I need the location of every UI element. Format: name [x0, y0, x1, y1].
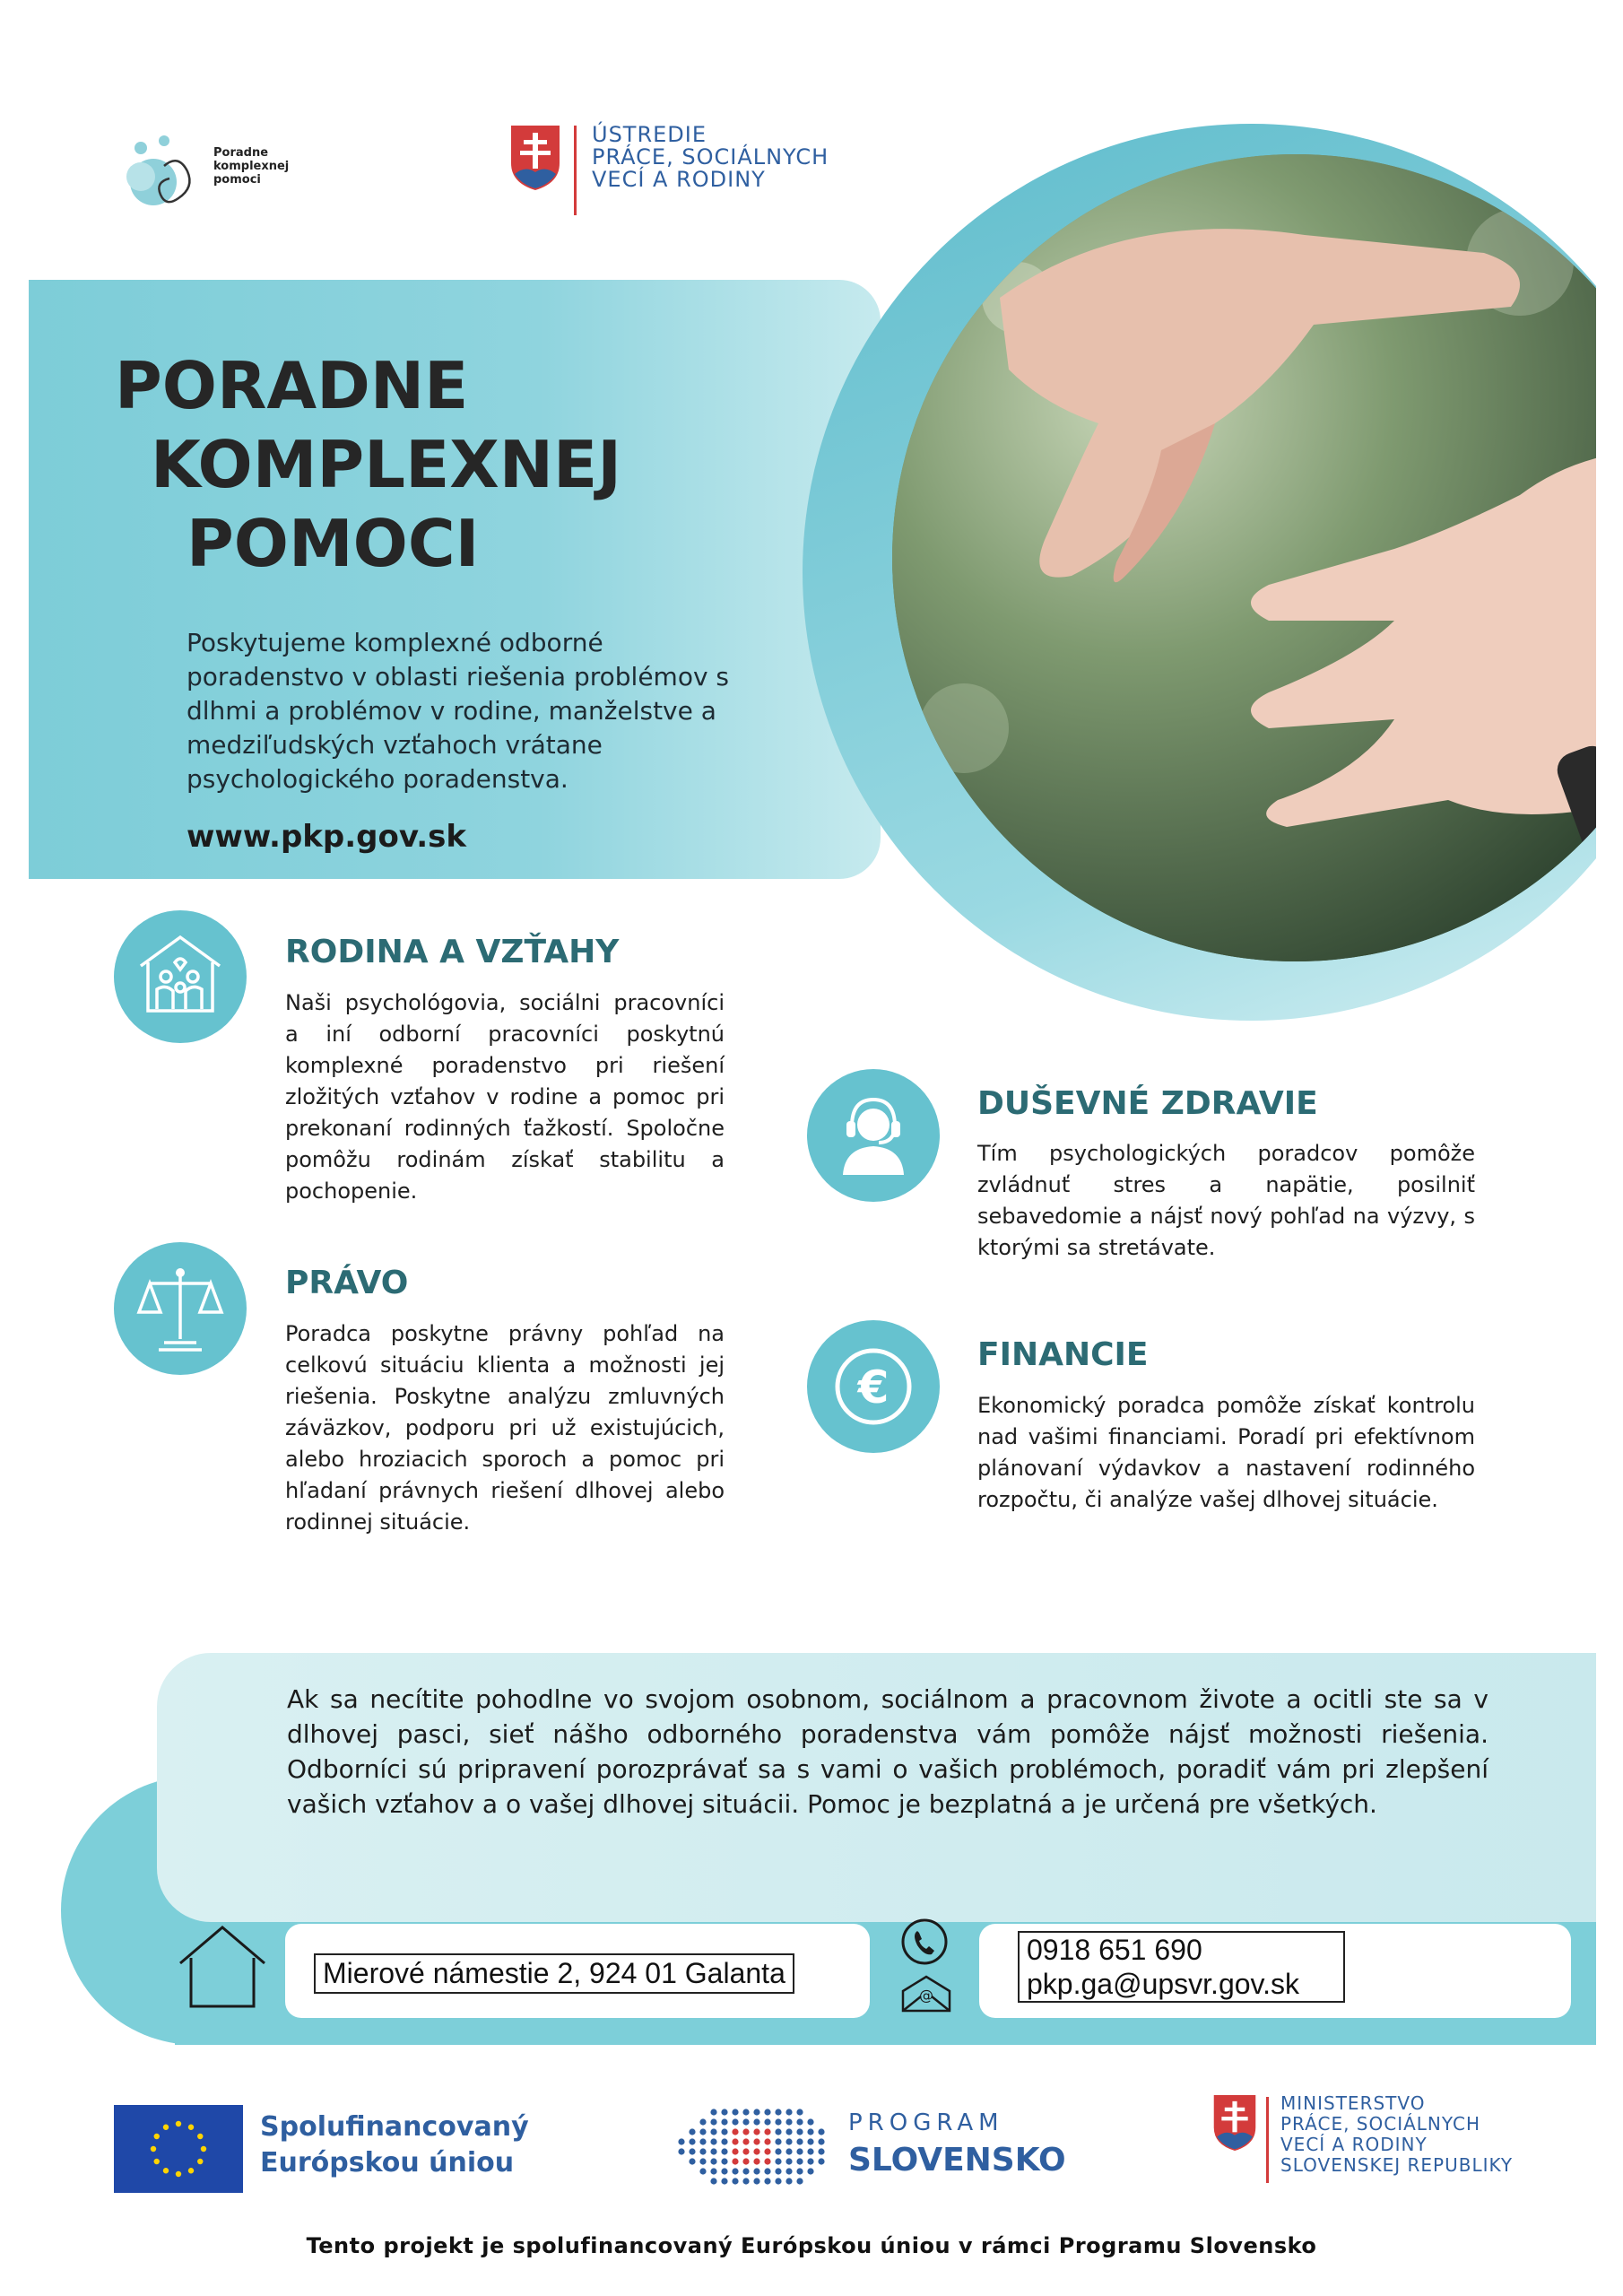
program-dot-icon [689, 2138, 695, 2144]
eu-star-icon [197, 2134, 203, 2139]
program-dot-icon [807, 2118, 813, 2125]
euro-coin-icon [807, 1320, 940, 1453]
program-dot-icon [721, 2168, 727, 2174]
slovak-coat-of-arms-icon [1212, 2093, 1257, 2152]
program-dot-icon [796, 2158, 803, 2164]
program-dot-icon [775, 2178, 781, 2184]
headset-person-icon [807, 1069, 940, 1202]
service-text: Naši psychológovia, sociálni pracovníci a iní odborní pracovníci poskytnú komplexné poradenstvo pri riešení zložitých vzťahov v rodine a pomoc pri prekonaní rodinných ťažkostí. Spoločne pomôžu rodinám získať stabilitu a pochopenie. [285, 990, 725, 1204]
ministry-name-line: SLOVENSKEJ REPUBLIKY [1280, 2154, 1514, 2176]
program-dot-icon [764, 2178, 770, 2184]
program-dot-icon [732, 2178, 738, 2184]
program-dot-icon [785, 2138, 792, 2144]
program-dot-icon [753, 2158, 759, 2164]
program-dot-icon [764, 2109, 770, 2115]
eu-star-icon [163, 2168, 169, 2173]
program-dot-icon [710, 2148, 716, 2154]
program-dot-icon [753, 2109, 759, 2115]
program-dot-icon [710, 2118, 716, 2125]
program-dot-icon [775, 2158, 781, 2164]
program-dot-icon [796, 2148, 803, 2154]
program-dot-icon [807, 2148, 813, 2154]
program-dot-icon [785, 2158, 792, 2164]
program-dot-icon [785, 2148, 792, 2154]
program-dot-icon [721, 2178, 727, 2184]
program-dot-icon [721, 2109, 727, 2115]
program-dot-icon [764, 2148, 770, 2154]
program-dot-icon [775, 2138, 781, 2144]
logo-divider [574, 126, 577, 215]
eu-text-line: Európskou úniou [260, 2147, 515, 2179]
program-dot-icon [753, 2148, 759, 2154]
service-title: RODINA A VZŤAHY [285, 934, 620, 970]
eu-star-icon [188, 2168, 194, 2173]
program-dot-icon [753, 2138, 759, 2144]
agency-name-line: ÚSTREDIE [592, 122, 707, 147]
program-dot-icon [796, 2168, 803, 2174]
ministry-name-line: MINISTERSTVO [1280, 2092, 1426, 2114]
program-dot-icon [689, 2128, 695, 2135]
address-text: Mierové námestie 2, 924 01 Galanta [314, 1953, 794, 1994]
program-dot-icon [818, 2128, 824, 2135]
phone-number[interactable]: 0918 651 690 [1027, 1934, 1202, 1966]
program-dot-icon [796, 2109, 803, 2115]
eu-star-icon [154, 2159, 160, 2164]
service-title: DUŠEVNÉ ZDRAVIE [977, 1085, 1318, 1122]
footer-note: Tento projekt je spolufinancovaný Európskou úniou v rámci Programu Slovensko [306, 2233, 1317, 2258]
service-title: PRÁVO [285, 1265, 409, 1301]
pkp-logo-line: komplexnej [213, 160, 290, 173]
callout-text: Ak sa necítite pohodlne vo svojom osobnom, sociálnom a pracovnom živote a ocitli ste sa v dlhovej pasci, sieť nášho odborného poradenstva vám pomôže nájsť možnosti riešenia. Odborníci sú pripravení porozprávať sa s vami o vašich problémoch, poradiť vám pri zlepšení vašich vzťahov a o vašej dlhovej situácii. Pomoc je bezplatná a je určená pre všetkých. [287, 1684, 1488, 1819]
program-dot-icon [785, 2128, 792, 2135]
program-dot-icon [753, 2178, 759, 2184]
program-dot-icon [742, 2109, 749, 2115]
program-dot-icon [775, 2168, 781, 2174]
program-dot-icon [796, 2178, 803, 2184]
program-dot-icon [678, 2148, 684, 2154]
program-dot-icon [818, 2158, 824, 2164]
title-line: PORADNE [115, 348, 469, 423]
pkp-logo-line: pomoci [213, 173, 261, 187]
eu-star-icon [163, 2125, 169, 2130]
ministry-name [1280, 2093, 1567, 2176]
program-dot-icon [710, 2138, 716, 2144]
program-dot-icon [775, 2148, 781, 2154]
program-dot-icon [785, 2178, 792, 2184]
program-dot-icon [699, 2138, 706, 2144]
program-dot-icon [699, 2148, 706, 2154]
scales-icon [114, 1242, 247, 1375]
program-dot-icon [742, 2158, 749, 2164]
eu-star-icon [154, 2134, 160, 2139]
program-label: PROGRAM [848, 2109, 1004, 2136]
program-dot-icon [775, 2128, 781, 2135]
program-dot-icon [689, 2148, 695, 2154]
program-dot-icon [732, 2109, 738, 2115]
program-dot-icon [807, 2138, 813, 2144]
program-dot-icon [721, 2148, 727, 2154]
program-dot-icon [710, 2158, 716, 2164]
service-text: Poradca poskytne právny pohľad na celkovú situáciu klienta a možnosti jej riešenia. Poskytne analýzu zmluvných záväzkov, podporu pri už existujúcich, alebo hroziacich sporoch a pomoc pri hľadaní právnych riešení dlhovej alebo rodinnej situácie. [285, 1321, 725, 1535]
program-dot-icon [775, 2109, 781, 2115]
program-dot-icon [764, 2168, 770, 2174]
eu-star-icon [197, 2159, 203, 2164]
program-dot-icon [710, 2168, 716, 2174]
logo-divider [1266, 2097, 1269, 2183]
program-slovensko-logo-icon [671, 2103, 832, 2193]
program-dot-icon [699, 2118, 706, 2125]
program-dot-icon [742, 2118, 749, 2125]
program-dot-icon [764, 2138, 770, 2144]
pkp-logo-line: Poradne [213, 146, 269, 160]
program-dot-icon [775, 2118, 781, 2125]
program-dot-icon [732, 2168, 738, 2174]
program-dot-icon [818, 2138, 824, 2144]
program-dot-icon [764, 2128, 770, 2135]
program-dot-icon [818, 2148, 824, 2154]
program-dot-icon [742, 2178, 749, 2184]
pkp-logo-text [213, 146, 289, 187]
eu-star-icon [188, 2125, 194, 2130]
program-dot-icon [721, 2118, 727, 2125]
program-dot-icon [807, 2158, 813, 2164]
svg-text:€: € [857, 1361, 890, 1413]
family-house-icon [114, 910, 247, 1043]
ministry-name-line: VECÍ A RODINY [1280, 2134, 1428, 2155]
page-margin [1596, 0, 1623, 2296]
program-dot-icon [796, 2118, 803, 2125]
program-dot-icon [753, 2168, 759, 2174]
program-dot-icon [689, 2158, 695, 2164]
home-icon [175, 1922, 270, 2015]
program-dot-icon [785, 2118, 792, 2125]
program-dot-icon [678, 2138, 684, 2144]
eu-cofinanced-text [260, 2109, 529, 2181]
website-link[interactable]: www.pkp.gov.sk [187, 819, 467, 855]
program-dot-icon [742, 2148, 749, 2154]
contact-details [1018, 1931, 1345, 2003]
program-dot-icon [753, 2128, 759, 2135]
program-dot-icon [753, 2118, 759, 2125]
program-dot-icon [785, 2109, 792, 2115]
program-dot-icon [807, 2128, 813, 2135]
program-dot-icon [721, 2138, 727, 2144]
agency-name [592, 124, 879, 191]
service-text: Tím psychologických poradcov pomôže zvládnuť stres a napätie, posilniť sebavedomie a nájsť nový pohľad na výzvy, s ktorými sa stretávate. [977, 1141, 1475, 1260]
program-dot-icon [721, 2158, 727, 2164]
program-dot-icon [699, 2128, 706, 2135]
program-dot-icon [721, 2128, 727, 2135]
program-dot-icon [732, 2158, 738, 2164]
program-dot-icon [732, 2148, 738, 2154]
hero-description: Poskytujeme komplexné odborné poradenstvo v oblasti riešenia problémov s dlhmi a problémov v rodine, manželstve a medziľudských vzťahoch vrátane psychologického poradenstva. [187, 628, 730, 794]
program-dot-icon [732, 2128, 738, 2135]
program-dot-icon [699, 2168, 706, 2174]
agency-name-line: PRÁCE, SOCIÁLNYCH [592, 144, 829, 170]
program-dot-icon [742, 2138, 749, 2144]
program-dot-icon [732, 2118, 738, 2125]
program-dot-icon [699, 2158, 706, 2164]
page-title [115, 346, 621, 583]
program-dot-icon [710, 2128, 716, 2135]
title-line: POMOCI [187, 506, 480, 581]
program-dot-icon [742, 2168, 749, 2174]
eu-star-icon [176, 2171, 181, 2177]
eu-star-icon [201, 2146, 206, 2152]
program-dot-icon [764, 2118, 770, 2125]
phone-icon [899, 1917, 950, 1970]
service-title: FINANCIE [977, 1336, 1149, 1373]
program-dot-icon [807, 2168, 813, 2174]
eu-star-icon [176, 2121, 181, 2126]
program-dot-icon [785, 2168, 792, 2174]
pkp-logo [121, 130, 211, 220]
ministry-name-line: PRÁCE, SOCIÁLNYCH [1280, 2113, 1481, 2135]
svg-text:@: @ [919, 1987, 933, 2004]
eu-flag-icon [114, 2105, 243, 2193]
service-text: Ekonomický poradca pomôže získať kontrolu nad vašimi financiami. Poradí pri efektívnom plánovaní výdavkov a nastavení rodinného rozpočtu, či analýze vašej dlhovej situácie. [977, 1393, 1475, 1512]
program-dot-icon [710, 2178, 716, 2184]
eu-text-line: Spolufinancovaný [260, 2111, 529, 2143]
agency-name-line: VECÍ A RODINY [592, 167, 766, 192]
email-icon [899, 1973, 953, 2018]
program-dot-icon [710, 2109, 716, 2115]
program-name: SLOVENSKO [848, 2142, 1066, 2179]
program-dot-icon [732, 2138, 738, 2144]
program-dot-icon [796, 2138, 803, 2144]
program-dot-icon [796, 2128, 803, 2135]
program-dot-icon [742, 2128, 749, 2135]
slovak-coat-of-arms-icon [509, 124, 561, 192]
program-dot-icon [764, 2158, 770, 2164]
eu-star-icon [151, 2146, 156, 2152]
title-line: KOMPLEXNEJ [151, 427, 621, 502]
email-address[interactable]: pkp.ga@upsvr.gov.sk [1027, 1968, 1300, 2000]
